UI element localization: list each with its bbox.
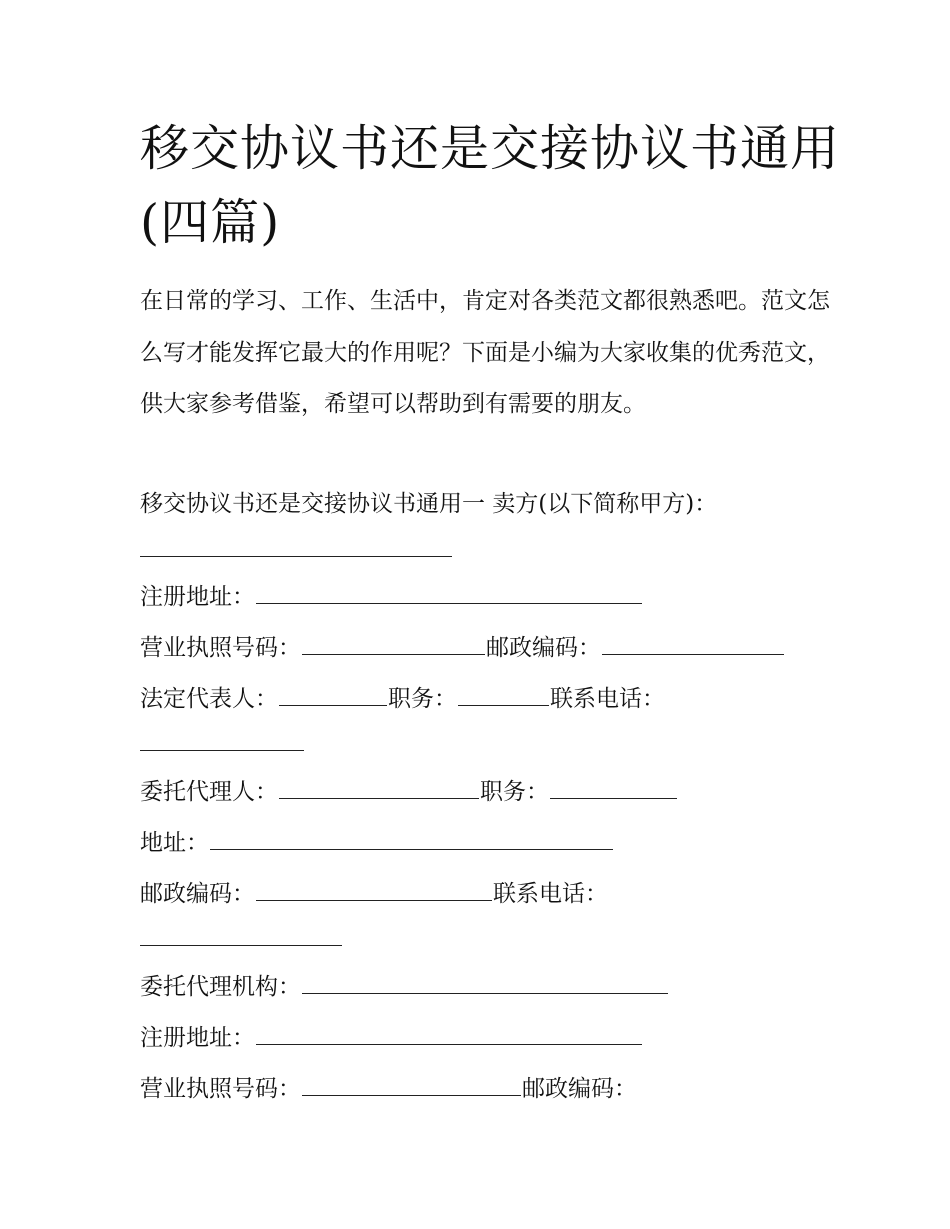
license-2-row [140,1072,637,1106]
agent-position-blank [550,776,677,799]
postal-code-3-label: 邮政编码： [522,1076,637,1102]
postal-phone-row [140,877,608,911]
reg-address-2-label: 注册地址： [140,1025,255,1051]
license-row [140,631,785,665]
section-heading: 移交协议书还是交接协议书通用一 卖方(以下简称甲方)： [140,491,718,517]
phone-blank [140,749,304,751]
legal-rep-label: 法定代表人： [140,686,278,712]
postal-code-label: 邮政编码： [486,635,601,661]
address-row [140,826,614,860]
phone-2-blank [140,944,342,946]
postal-code-2-blank [256,878,492,901]
phone-2-label: 联系电话： [493,881,608,907]
license-blank [302,632,485,655]
reg-address-row [140,580,643,614]
document-title: 移交协议书还是交接协议书通用(四篇) [140,120,841,251]
agent-position-label: 职务： [480,779,549,805]
address-blank [210,827,613,850]
license-2-label: 营业执照号码： [140,1076,301,1102]
phone-label: 联系电话： [550,686,665,712]
license-label: 营业执照号码： [140,635,301,661]
reg-address-blank [256,581,642,604]
agency-label: 委托代理机构： [140,974,301,1000]
agency-row [140,970,669,1004]
legal-rep-row [140,682,665,716]
seller-name-blank [140,555,452,557]
reg-address-2-blank [256,1022,642,1045]
agent-row [140,775,678,809]
address-label: 地址： [140,830,209,856]
legal-rep-blank [279,683,387,706]
agent-blank [279,776,479,799]
position-label: 职务： [388,686,457,712]
reg-address-2-row [140,1021,643,1055]
position-blank [458,683,549,706]
reg-address-label: 注册地址： [140,584,255,610]
license-2-blank [302,1073,521,1096]
agency-blank [302,971,668,994]
intro-paragraph: 在日常的学习、工作、生活中，肯定对各类范文都很熟悉吧。范文怎么写才能发挥它最大的作用呢？下面是小编为大家收集的优秀范文，供大家参考借鉴，希望可以帮助到有需要的朋友。 [140,288,830,417]
postal-code-blank [602,632,784,655]
agent-label: 委托代理人： [140,779,278,805]
postal-code-2-label: 邮政编码： [140,881,255,907]
